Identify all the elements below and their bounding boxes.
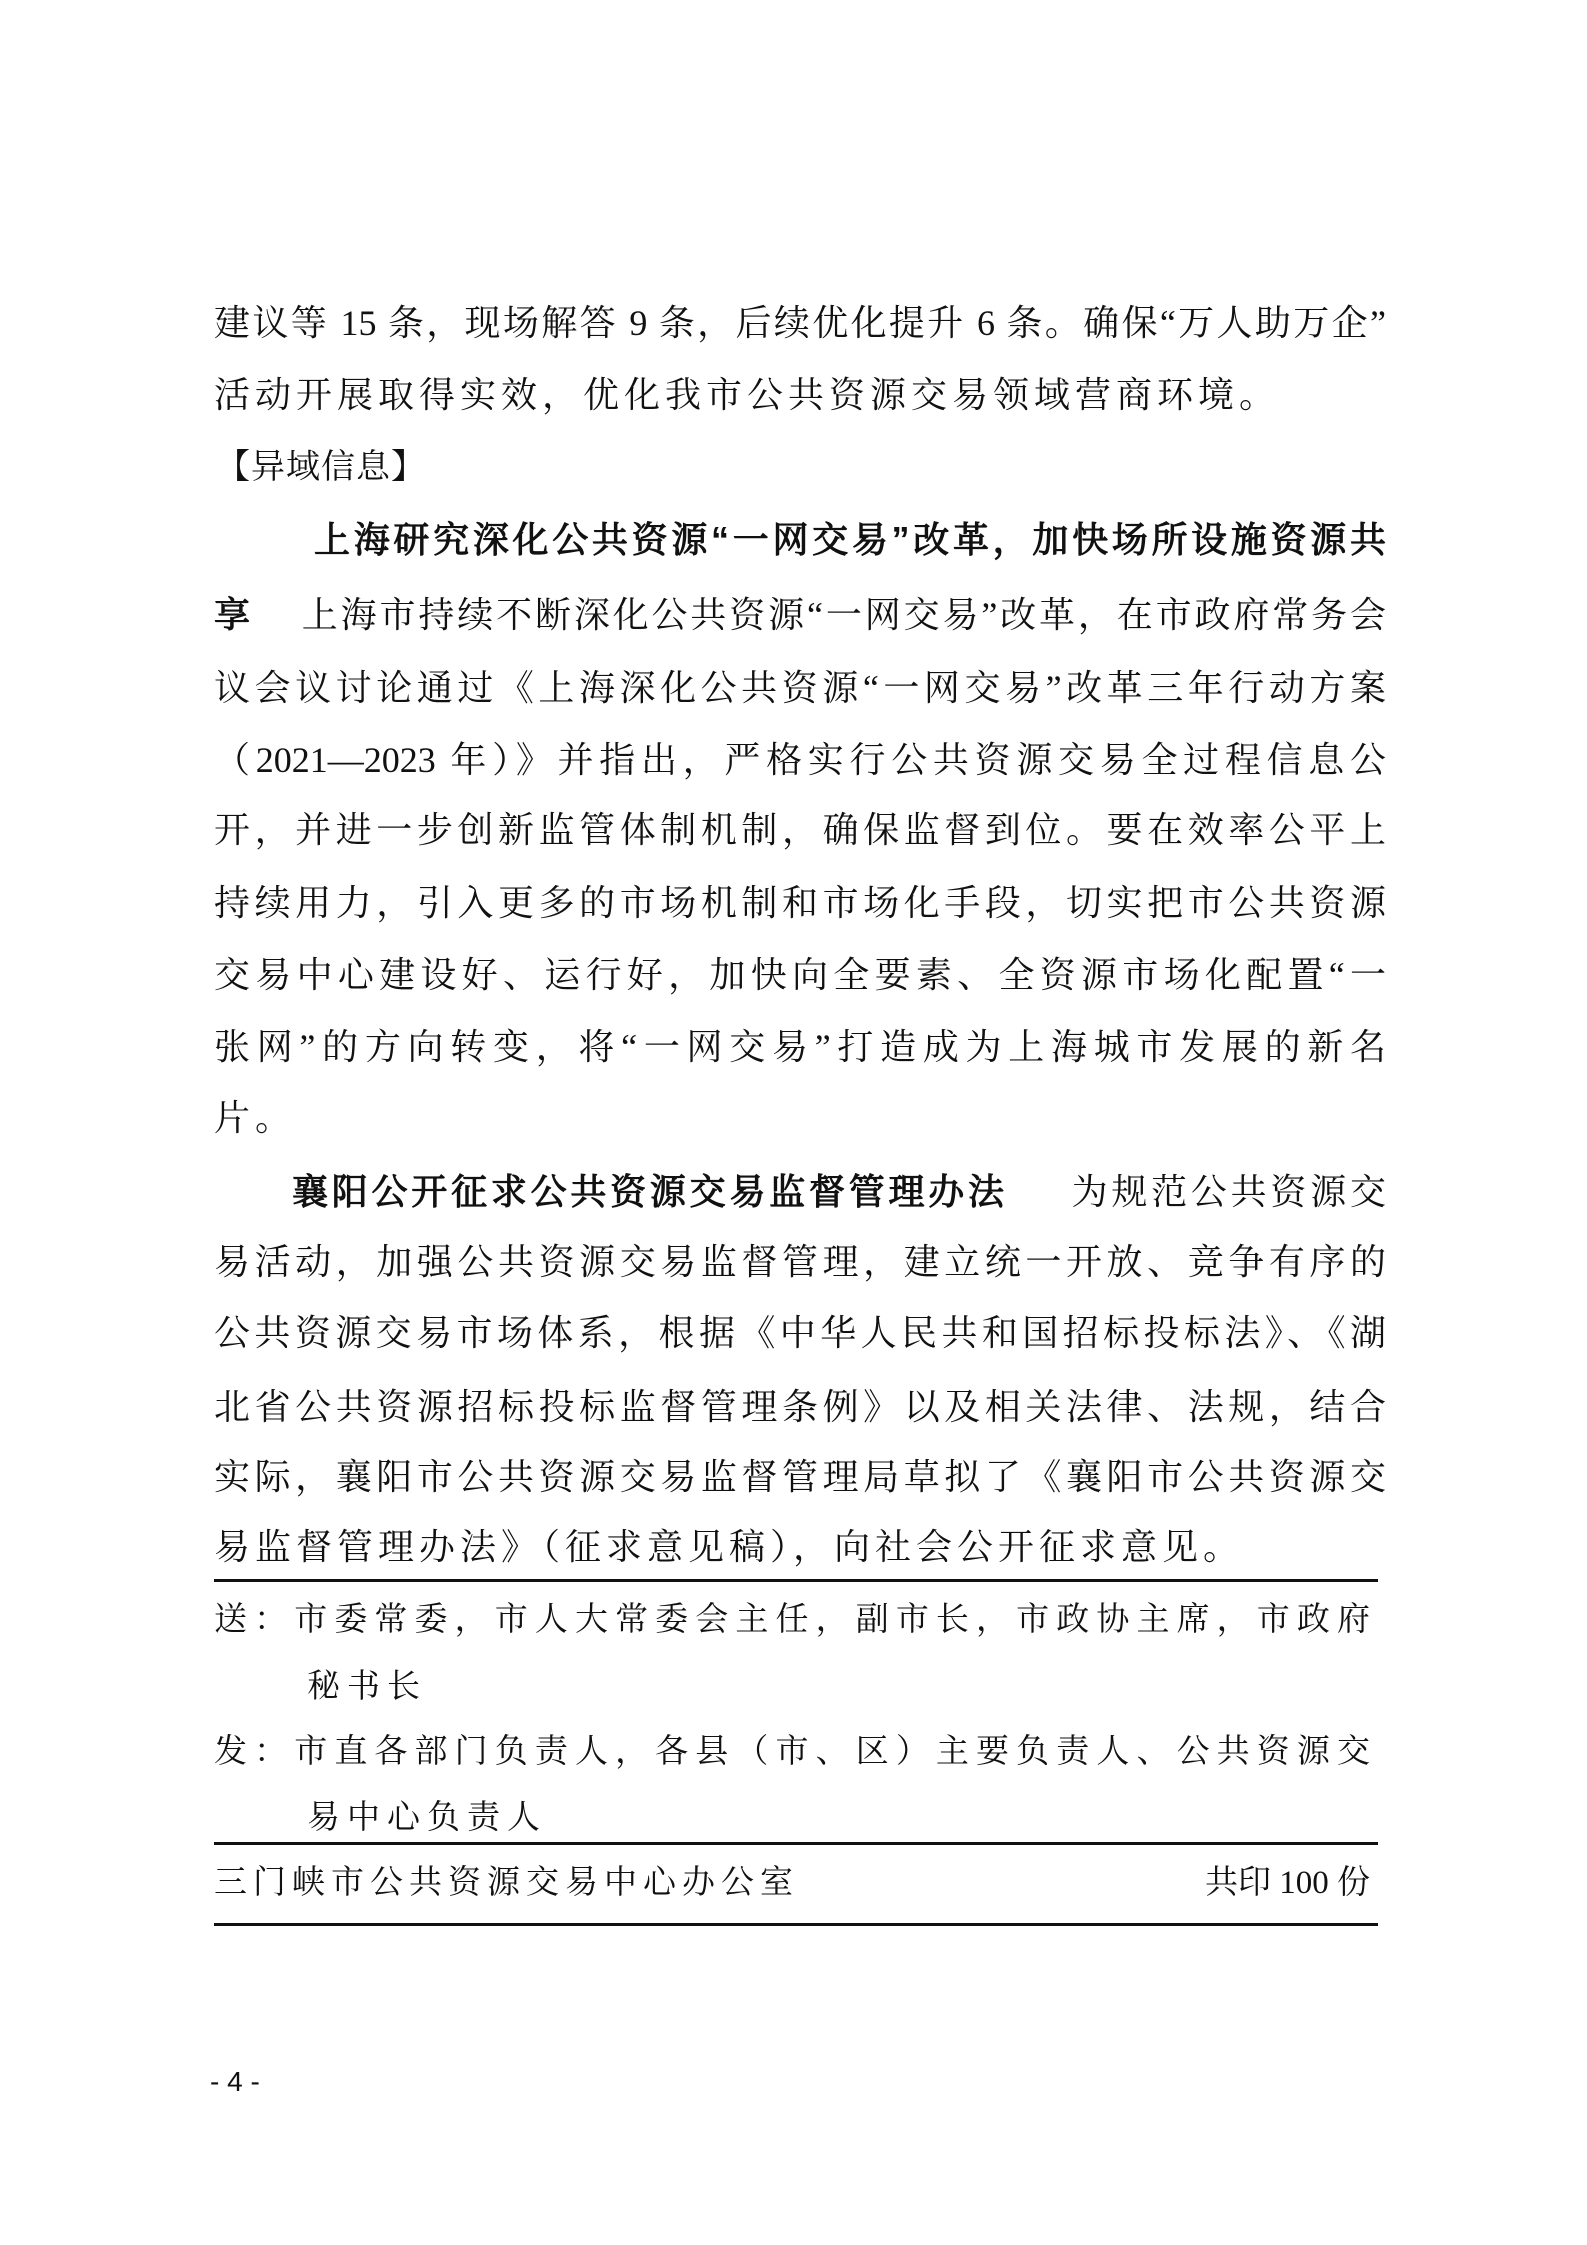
body-line: 议会议讨论通过《上海深化公共资源“一网交易”改革三年行动方案 xyxy=(214,668,1386,708)
body-line xyxy=(214,593,1386,637)
article-body-start: 上海市持续不断深化公共资源“一网交易”改革，在市政府常务会 xyxy=(298,595,1386,635)
body-line: 张网”的方向转变，将“一网交易”打造成为上海城市发展的新名 xyxy=(214,1027,1386,1067)
body-line: 交易中心建设好、运行好，加快向全要素、全资源市场化配置“一 xyxy=(214,955,1386,995)
distribution-issue-cont: 易中心负责人 xyxy=(307,1800,547,1836)
section-heading: 【异域信息】 xyxy=(216,448,426,486)
body-line: 易活动，加强公共资源交易监督管理，建立统一开放、竞争有序的 xyxy=(214,1242,1386,1282)
print-copies: 共印 100 份 xyxy=(1205,1865,1370,1901)
body-line xyxy=(292,1170,1386,1214)
distribution-issue: 发：市直各部门负责人，各县（市、区）主要负责人、公共资源交 xyxy=(214,1734,1370,1770)
body-line: 建议等 15 条，现场解答 9 条，后续优化提升 6 条。确保“万人助万企” xyxy=(214,303,1386,343)
body-line: 易监督管理办法》（征求意见稿），向社会公开征求意见。 xyxy=(214,1527,1245,1567)
article-title-xiangyang: 襄阳公开征求公共资源交易监督管理办法 xyxy=(292,1171,1008,1212)
body-line: （2021—2023 年）》并指出，严格实行公共资源交易全过程信息公 xyxy=(214,740,1386,780)
body-line: 片。 xyxy=(214,1098,297,1138)
issuing-office: 三门峡市公共资源交易中心办公室 xyxy=(214,1865,799,1901)
divider-rule xyxy=(214,1579,1378,1582)
divider-rule xyxy=(214,1842,1378,1845)
divider-rule xyxy=(214,1923,1378,1926)
article-body-start: 为规范公共资源交 xyxy=(1067,1172,1386,1212)
distribution-send-cont: 秘书长 xyxy=(307,1669,427,1705)
body-line: 持续用力，引入更多的市场机制和市场化手段，切实把市公共资源 xyxy=(214,883,1386,923)
body-line: 公共资源交易市场体系，根据《中华人民共和国招标投标法》、《湖 xyxy=(214,1313,1386,1353)
body-line: 实际，襄阳市公共资源交易监督管理局草拟了《襄阳市公共资源交 xyxy=(214,1457,1386,1497)
article-title-shanghai-end: 享 xyxy=(214,594,253,635)
page-number: - 4 - xyxy=(210,2066,260,2097)
body-line: 北省公共资源招标投标监督管理条例》以及相关法律、法规，结合 xyxy=(214,1387,1386,1427)
body-line: 开，并进一步创新监管体制机制，确保监督到位。要在效率公平上 xyxy=(214,810,1386,850)
distribution-send: 送：市委常委，市人大常委会主任，副市长，市政协主席，市政府 xyxy=(214,1602,1370,1638)
article-title-shanghai: 上海研究深化公共资源“一网交易”改革，加快场所设施资源共 xyxy=(314,519,1386,560)
body-line: 活动开展取得实效，优化我市公共资源交易领域营商环境。 xyxy=(214,375,1281,415)
